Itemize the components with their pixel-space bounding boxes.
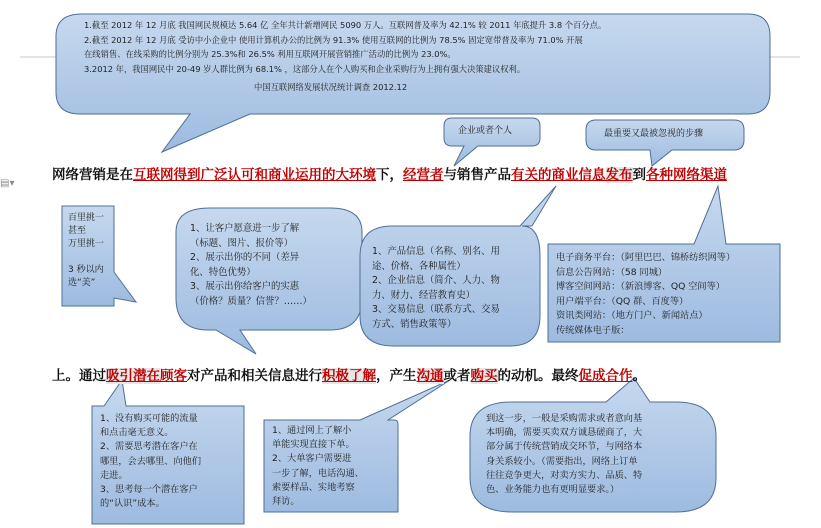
info-callout-text xyxy=(372,245,500,332)
headline-text: 或者 xyxy=(443,368,471,384)
headline-definition xyxy=(52,163,727,183)
bottom-left-callout-line: 1、没有购买可能的流量 xyxy=(100,413,198,424)
highlight-purchase: 购买 xyxy=(470,368,498,384)
bottom-right-callout-line: 本明确，需要买卖双方诚恳磋商了，大 xyxy=(486,427,643,439)
bottom-mid-callout-line: 索要样品、实地考察 xyxy=(272,481,355,493)
bottom-mid-callout-line: 拜访。 xyxy=(272,496,300,508)
top-callout-source: 中国互联网络发展状况统计调查 2012.12 xyxy=(254,82,408,92)
highlight-attract: 吸引潜在 xyxy=(106,368,160,384)
top-callout-line: 1.截至 2012 年 12 月底 我国网民规模达 5.64 亿 全年共计新增网民 5090 万人。互联网普及率为 42.1% 较 2011 年底提升 3.8 个百分点。 xyxy=(84,20,607,30)
highlight-cooperation: 促成合作 xyxy=(578,368,633,384)
headline-text: 到 xyxy=(632,167,646,183)
bottom-right-callout-line: 身关系较小。（需要指出，网络上订单 xyxy=(486,455,638,467)
bottom-left-callout-line: 走进。 xyxy=(100,469,128,481)
bottom-right-callout-line: 到这一步，一般是采购需求或者意向基 xyxy=(486,413,643,424)
bottom-right-callout-text xyxy=(486,412,642,497)
channels-callout-line: 传统媒体电子版： xyxy=(556,324,630,336)
top-callout-line: 2.截至 2012 年 12 月底 受访中小企业中 使用计算机办公的比例为 91.3% 使用互联网的比例为 78.5% 固定宽带普及率为 71.0% 开展 xyxy=(84,34,583,45)
channels-callout-line: 用户端平台：（QQ 群、百度等） xyxy=(556,295,689,307)
left-callout-text xyxy=(68,212,104,290)
bottom-right-callout-line: 往往竞争更大，对卖方实力、品质、特 xyxy=(486,469,643,481)
headline-text: 的动机。最终 xyxy=(497,368,579,384)
important-callout-shape xyxy=(586,120,744,166)
channels-callout-text xyxy=(556,251,735,338)
channels-callout-line: 信息公告网站：（58 同城） xyxy=(556,266,668,278)
bottom-left-callout-line: 和点击毫无意义。 xyxy=(100,427,174,439)
highlight-operator: 经营者 xyxy=(403,167,444,183)
bottom-left-callout-line: 3、思考每一个潜在客户 xyxy=(100,484,198,496)
mid-left-callout-line: （价格？质量？信誉？……） xyxy=(190,295,312,307)
highlight-understand: 积极了解 xyxy=(322,368,376,384)
top-callout-line: 3.2012 年，我国网民中 20-49 岁人群比例为 68.1% ，这部分人在个人购买和企业采购行为上拥有强大决策建议权利。 xyxy=(84,63,526,74)
channels-callout-line: 电子商务平台：（阿里巴巴、锦桥纺织网等） xyxy=(556,252,736,263)
info-callout-line: 3、交易信息（联系方式、交易 xyxy=(372,304,500,315)
bottom-right-callout-line: 部分属于传统营销成交环节，与网络本 xyxy=(486,441,643,453)
headline-text: 网络营销是在 xyxy=(52,167,133,183)
left-callout-line xyxy=(68,251,104,264)
margin-marker-icon: ▤▾ xyxy=(0,178,15,189)
mid-left-callout-line: 2、展示出你的不同（差异 xyxy=(190,252,300,263)
highlight-channels: 各种网络渠道 xyxy=(646,167,727,183)
info-callout-line: 2、企业信息（简介、人力、物 xyxy=(372,275,500,286)
channels-callout-line: 博客空间网站：（新浪博客、QQ 空间等） xyxy=(556,281,725,292)
highlight-customer: 顾客 xyxy=(160,368,187,384)
headline-text: 对产品和相关信息进行 xyxy=(187,368,322,384)
left-callout-line: 甚至 xyxy=(68,226,87,236)
bottom-left-callout-line: 2、需要思考潜在客户在 xyxy=(100,441,198,453)
bottom-right-callout-line: 色、业务能力也有更明显要求。） xyxy=(486,484,620,496)
headline-text: 。 xyxy=(632,368,646,384)
info-callout-line: 途、价格、各种属性） xyxy=(372,260,466,272)
info-callout-line: 1、产品信息（名称、别名、用 xyxy=(372,246,500,257)
enterprise-callout-text: 企业或者个人 xyxy=(458,126,513,136)
info-callout-line: 方式、销售政策等） xyxy=(372,318,457,330)
headline-text: 下， xyxy=(376,167,403,183)
bottom-mid-callout-line: 一步了解，电话沟通、 xyxy=(272,467,364,479)
left-callout-line: 选“美” xyxy=(68,278,96,288)
highlight-environment: 互联网得到广泛认可和商业运用的大环境 xyxy=(133,167,376,183)
mid-left-callout-line: 化、特色优势） xyxy=(190,266,256,278)
bottom-mid-callout-text xyxy=(272,424,364,509)
bottom-left-callout-line: 哪里，会去哪里、向他们 xyxy=(100,455,202,467)
mid-left-callout-line: 1、让客户愿意进一步了解 xyxy=(190,223,300,234)
headline-text: ，产生 xyxy=(376,368,417,384)
top-callout-line: 在线销售、在线采购的比例分别为 25.3%和 26.5% 利用互联网开展营销推广活动的比例为 23.0%。 xyxy=(84,49,456,59)
bottom-left-callout-text xyxy=(100,412,201,511)
left-callout-line: 百里挑一 xyxy=(68,213,105,223)
mid-left-callout-text xyxy=(190,222,312,309)
highlight-communicate: 沟通 xyxy=(416,368,444,384)
highlight-publish: 发布 xyxy=(605,167,633,183)
mid-left-callout-line: 3、展示出你给客户的实惠 xyxy=(190,281,300,292)
important-callout-text: 最重要又最被忽视的步骤 xyxy=(604,129,704,139)
mid-left-callout-line: （标题、图片、报价等） xyxy=(190,237,294,249)
bottom-mid-callout-line: 1、通过网上了解小 xyxy=(272,425,352,436)
left-callout-line: 万里挑一 xyxy=(68,239,105,249)
channels-callout-line: 资讯类网站：（地方门户、新闻站点） xyxy=(556,310,708,321)
top-callout-text xyxy=(84,18,764,95)
bottom-left-callout-line: 的“认识”成本。 xyxy=(100,498,165,510)
left-callout-line: 3 秒以内 xyxy=(68,265,104,275)
bottom-mid-callout-line: 2、大单客户需要进 xyxy=(272,453,352,465)
bottom-mid-callout-line: 单能实现直接下单。 xyxy=(272,439,355,451)
headline-text: 上。通过 xyxy=(52,368,106,384)
info-callout-line: 力、财力、经营教育史） xyxy=(372,289,476,301)
highlight-business-info: 有关的商业信息 xyxy=(511,167,606,183)
headline-text: 与销售产品 xyxy=(443,167,511,183)
headline-process xyxy=(52,364,646,384)
